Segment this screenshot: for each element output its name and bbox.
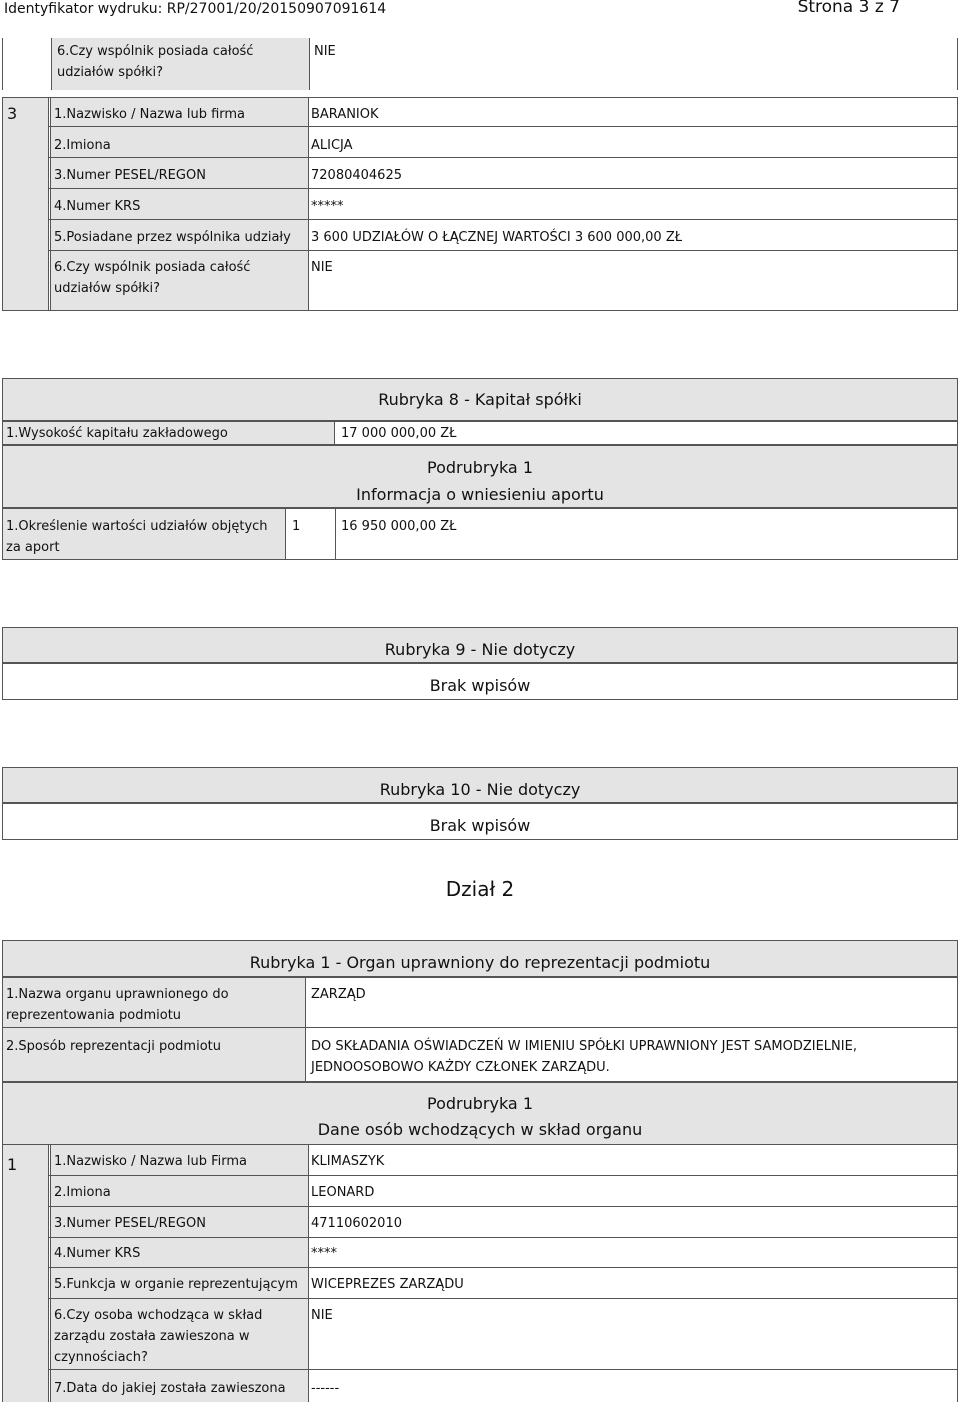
partner-prev-q6-value: NIE: [314, 44, 336, 59]
partner-3-pesel-value: 72080404625: [311, 168, 402, 183]
partner-3-all-shares-value: NIE: [311, 260, 333, 275]
organ-method-value: DO SKŁADANIA OŚWIADCZEŃ W IMIENIU SPÓŁKI UPRAWNIONY JEST SAMODZIELNIE, JEDNOOSOBOWO KAŻDY CZŁONEK ZARZĄDU.: [311, 1039, 857, 1075]
dzial-2-title: Dział 2: [445, 877, 515, 901]
page-number: Strona 3 z 7: [797, 0, 900, 17]
partner-3-krs-label: 4.Numer KRS: [54, 199, 141, 214]
person-1-names-value: LEONARD: [311, 1185, 375, 1200]
person-1-surname-value: KLIMASZYK: [311, 1154, 385, 1169]
capital-value: 17 000 000,00 ZŁ: [341, 426, 457, 441]
persons-subtitle-2: Dane osób wchodzących w skład organu: [317, 1120, 643, 1139]
person-1-function-label: 5.Funkcja w organie reprezentującym: [54, 1277, 298, 1292]
partner-3-pesel-label: 3.Numer PESEL/REGON: [54, 168, 206, 183]
partner-3-surname-label: 1.Nazwisko / Nazwa lub firma: [54, 107, 246, 122]
partner-3-krs-value: *****: [311, 199, 344, 214]
print-id: Identyfikator wydruku: RP/27001/20/20150907091614: [4, 1, 387, 17]
aport-subtitle-2: Informacja o wniesieniu aportu: [356, 485, 604, 504]
partner-3-all-shares-label: 6.Czy wspólnik posiada całość udziałów spółki?: [54, 260, 251, 296]
aport-label: 1.Określenie wartości udziałów objętych za aport: [6, 519, 268, 555]
person-1-krs-value: ****: [311, 1246, 337, 1261]
partner-3-names-label: 2.Imiona: [54, 138, 111, 153]
person-1-suspended-value: NIE: [311, 1308, 333, 1323]
rubryka-9-title: Rubryka 9 - Nie dotyczy: [384, 640, 576, 659]
person-1-pesel-value: 47110602010: [311, 1216, 402, 1231]
organ-method-label: 2.Sposób reprezentacji podmiotu: [6, 1039, 221, 1054]
rubryka-9-empty: Brak wpisów: [429, 676, 531, 695]
aport-number: 1: [292, 519, 301, 534]
partner-3-index: 3: [7, 104, 18, 123]
person-1-pesel-label: 3.Numer PESEL/REGON: [54, 1216, 206, 1231]
person-1-names-label: 2.Imiona: [54, 1185, 111, 1200]
partner-prev-row: [2, 38, 958, 90]
person-1-suspension-date-label: 7.Data do jakiej została zawieszona: [54, 1381, 286, 1396]
rubryka-10-empty: Brak wpisów: [429, 816, 531, 835]
person-1-suspension-date-value: ------: [311, 1381, 340, 1396]
partner-3-names-value: ALICJA: [311, 138, 353, 153]
aport-value: 16 950 000,00 ZŁ: [341, 519, 457, 534]
organ-name-value: ZARZĄD: [311, 987, 366, 1002]
organ-title: Rubryka 1 - Organ uprawniony do reprezentacji podmiotu: [249, 953, 711, 972]
rubryka-8-title: Rubryka 8 - Kapitał spółki: [378, 390, 582, 409]
organ-name-label: 1.Nazwa organu uprawnionego do reprezentowania podmiotu: [6, 987, 229, 1023]
capital-label: 1.Wysokość kapitału zakładowego: [6, 426, 228, 441]
partner-3-surname-value: BARANIOK: [311, 107, 379, 122]
person-1-suspended-label: 6.Czy osoba wchodząca w skład zarządu została zawieszona w czynnościach?: [54, 1308, 263, 1365]
person-1-surname-label: 1.Nazwisko / Nazwa lub Firma: [54, 1154, 247, 1169]
aport-subtitle-1: Podrubryka 1: [427, 458, 533, 477]
person-1-function-value: WICEPREZES ZARZĄDU: [311, 1277, 464, 1292]
person-1-index: 1: [7, 1155, 18, 1174]
partner-3-shares-label: 5.Posiadane przez wspólnika udziały: [54, 230, 291, 245]
rubryka-10-title: Rubryka 10 - Nie dotyczy: [379, 780, 581, 799]
partner-prev-q6-label: 6.Czy wspólnik posiada całość udziałów spółki?: [57, 44, 254, 80]
person-1-krs-label: 4.Numer KRS: [54, 1246, 141, 1261]
partner-3-shares-value: 3 600 UDZIAŁÓW O ŁĄCZNEJ WARTOŚCI 3 600 000,00 ZŁ: [311, 230, 683, 245]
persons-subtitle-1: Podrubryka 1: [427, 1094, 533, 1113]
